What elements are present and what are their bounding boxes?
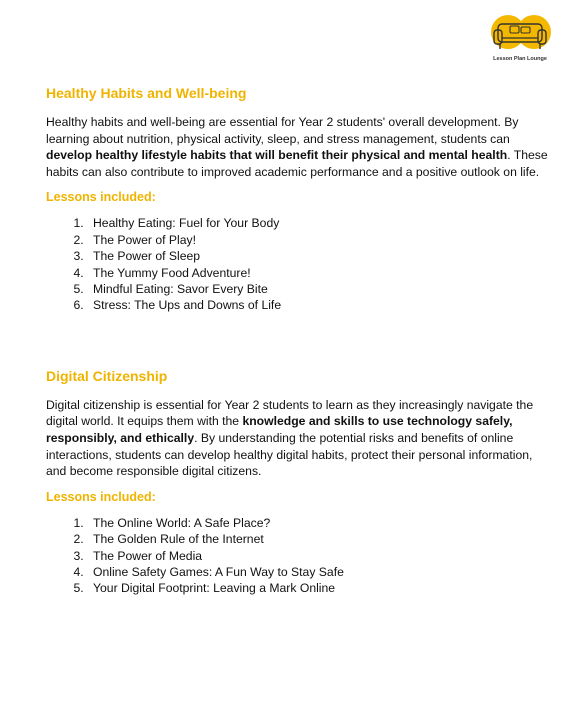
lesson-item: 5. Your Digital Footprint: Leaving a Mark Online <box>87 580 551 596</box>
section-description <box>46 397 551 480</box>
description-text: Digital citizenship is essential for Year 2 students to learn as they increasingly navigate the digital world. It equips them with the <box>46 397 534 429</box>
description-text: . By understanding the potential risks and benefits of online interactions, students can develop healthy digital habits, protect their personal information, and become responsible digital citizens. <box>46 431 533 479</box>
section-title: Digital Citizenship <box>46 367 168 384</box>
sofa-icon <box>486 12 554 56</box>
lesson-item: 1. The Online World: A Safe Place? <box>87 515 551 531</box>
description-text: . These habits can also contribute to improved academic performance and a positive outlook on life. <box>46 148 548 179</box>
description-text: Healthy habits and well-being are essential for Year 2 students' overall development. By learning about nutrition, physical activity, sleep, and stress management, students can <box>46 115 519 146</box>
lesson-item: 4. Online Safety Games: A Fun Way to Stay Safe <box>87 564 551 580</box>
section-title: Healthy Habits and Well-being <box>46 85 247 101</box>
section-description <box>46 114 551 180</box>
lessons-list <box>46 515 551 597</box>
lessons-label: Lessons included: <box>46 190 156 205</box>
lesson-item: 5. Mindful Eating: Savor Every Bite <box>87 281 551 297</box>
lessons-label: Lessons included: <box>46 489 156 504</box>
lesson-item: 1. Healthy Eating: Fuel for Your Body <box>87 215 551 231</box>
lesson-item: 3. The Power of Media <box>87 548 551 564</box>
page-content <box>46 84 551 597</box>
section-healthy-habits <box>46 84 551 314</box>
lesson-item: 6. Stress: The Ups and Downs of Life <box>87 297 551 313</box>
lesson-item: 4. The Yummy Food Adventure! <box>87 265 551 281</box>
lesson-plan-lounge-logo <box>486 12 554 68</box>
logo-text: Lesson Plan Lounge <box>493 56 547 62</box>
lesson-item: 3. The Power of Sleep <box>87 248 551 264</box>
description-emphasis: develop healthy lifestyle habits that will benefit their physical and mental health <box>46 148 508 163</box>
lesson-item: 2. The Golden Rule of the Internet <box>87 531 551 547</box>
lesson-item: 2. The Power of Play! <box>87 232 551 248</box>
lessons-list <box>46 215 551 313</box>
description-emphasis: knowledge and skills to use technology safely, responsibly, and ethically <box>46 414 513 445</box>
section-digital-citizenship <box>46 367 551 597</box>
section-spacer <box>46 314 551 367</box>
